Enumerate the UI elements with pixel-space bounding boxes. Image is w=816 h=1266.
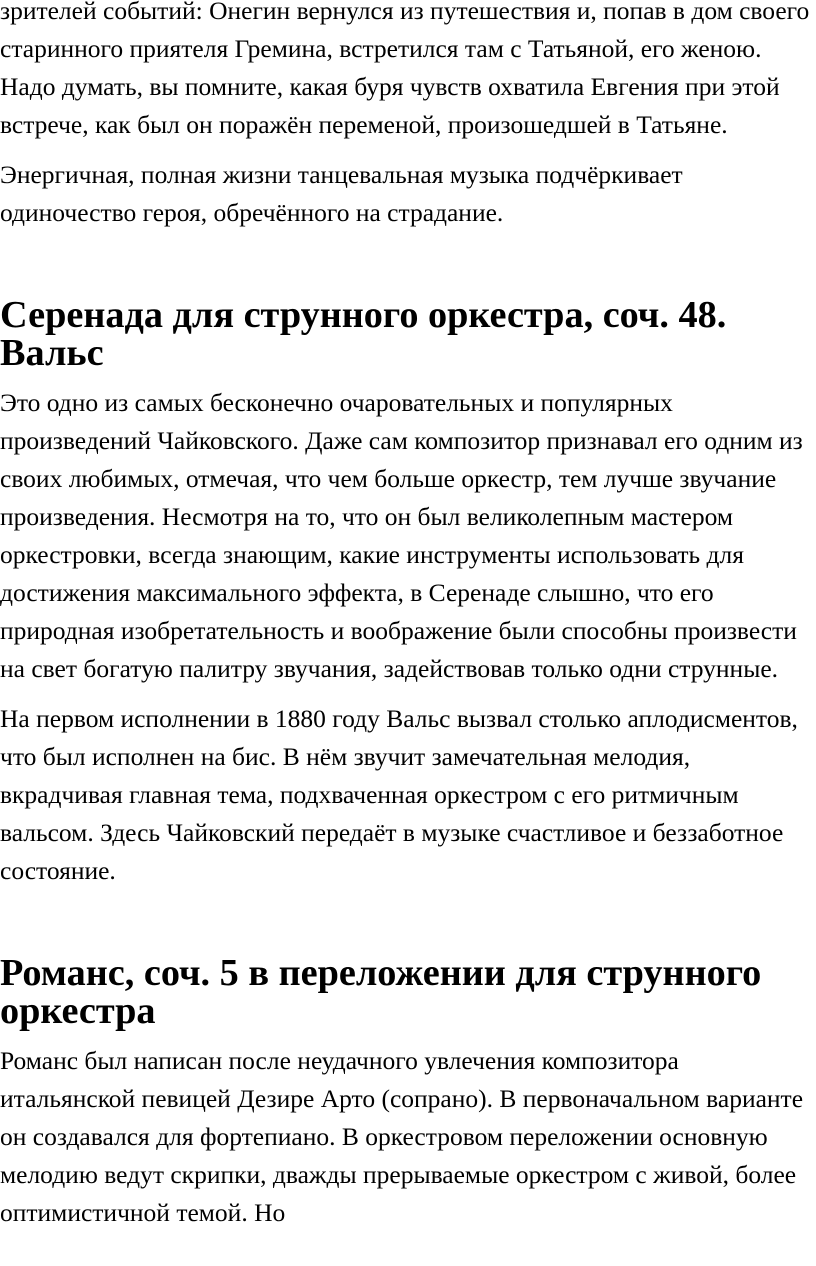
- section-spacer: [0, 902, 812, 954]
- section-spacer: [0, 244, 812, 296]
- paragraph-serenade-description: Это одно из самых бесконечно очаровательных и популярных произведений Чайковского. Даже сам композитор признавал его одним из своих любимых, отмечая, что чем больше оркестр, тем лучше звучание произведения. Несмотря на то, что он был великолепным мастером оркестровки, всегда знающим, какие инструменты использовать для достижения максимального эффекта, в Серенаде слышно, что его природная изобретательность и воображение были способны произвести на свет богатую палитру звучания, задействовав только одни струнные.: [0, 388, 803, 683]
- paragraph-serenade-premiere: На первом исполнении в 1880 году Вальс вызвал столько аплодисментов, что был исполнен на бис. В нём звучит замечательная мелодия, вкрадчивая главная тема, подхваченная оркестром с его ритмичным вальсом. Здесь Чайковский передаёт в музыке счастливое и беззаботное состояние.: [0, 704, 798, 885]
- paragraph-romance-description: Романс был написан после неудачного увлечения композитора итальянской певицей Дезире Арто (сопрано). В первоначальном варианте он создавался для фортепиано. В оркестровом переложении основную мелодию ведут скрипки, дважды прерываемые оркестром с живой, более оптимистичной темой. Но: [0, 1046, 804, 1227]
- paragraph-dance-music: Энергичная, полная жизни танцевальная музыка подчёркивает одиночество героя, обречённого на страдание.: [0, 160, 683, 227]
- heading-serenade-waltz: Серенада для струнного оркестра, соч. 48. Вальс: [0, 294, 727, 374]
- paragraph-onegin-meeting: зрителей событий: Онегин вернулся из путешествия и, попав в дом своего старинного приятеля Гремина, встретился там с Татьяной, его женою. Надо думать, вы помните, какая буря чувств охватила Евгения при этой встрече, как был он поражён переменой, произошедшей в Татьяне.: [0, 0, 810, 139]
- heading-romance: Романс, соч. 5 в переложении для струнного оркестра: [0, 952, 762, 1032]
